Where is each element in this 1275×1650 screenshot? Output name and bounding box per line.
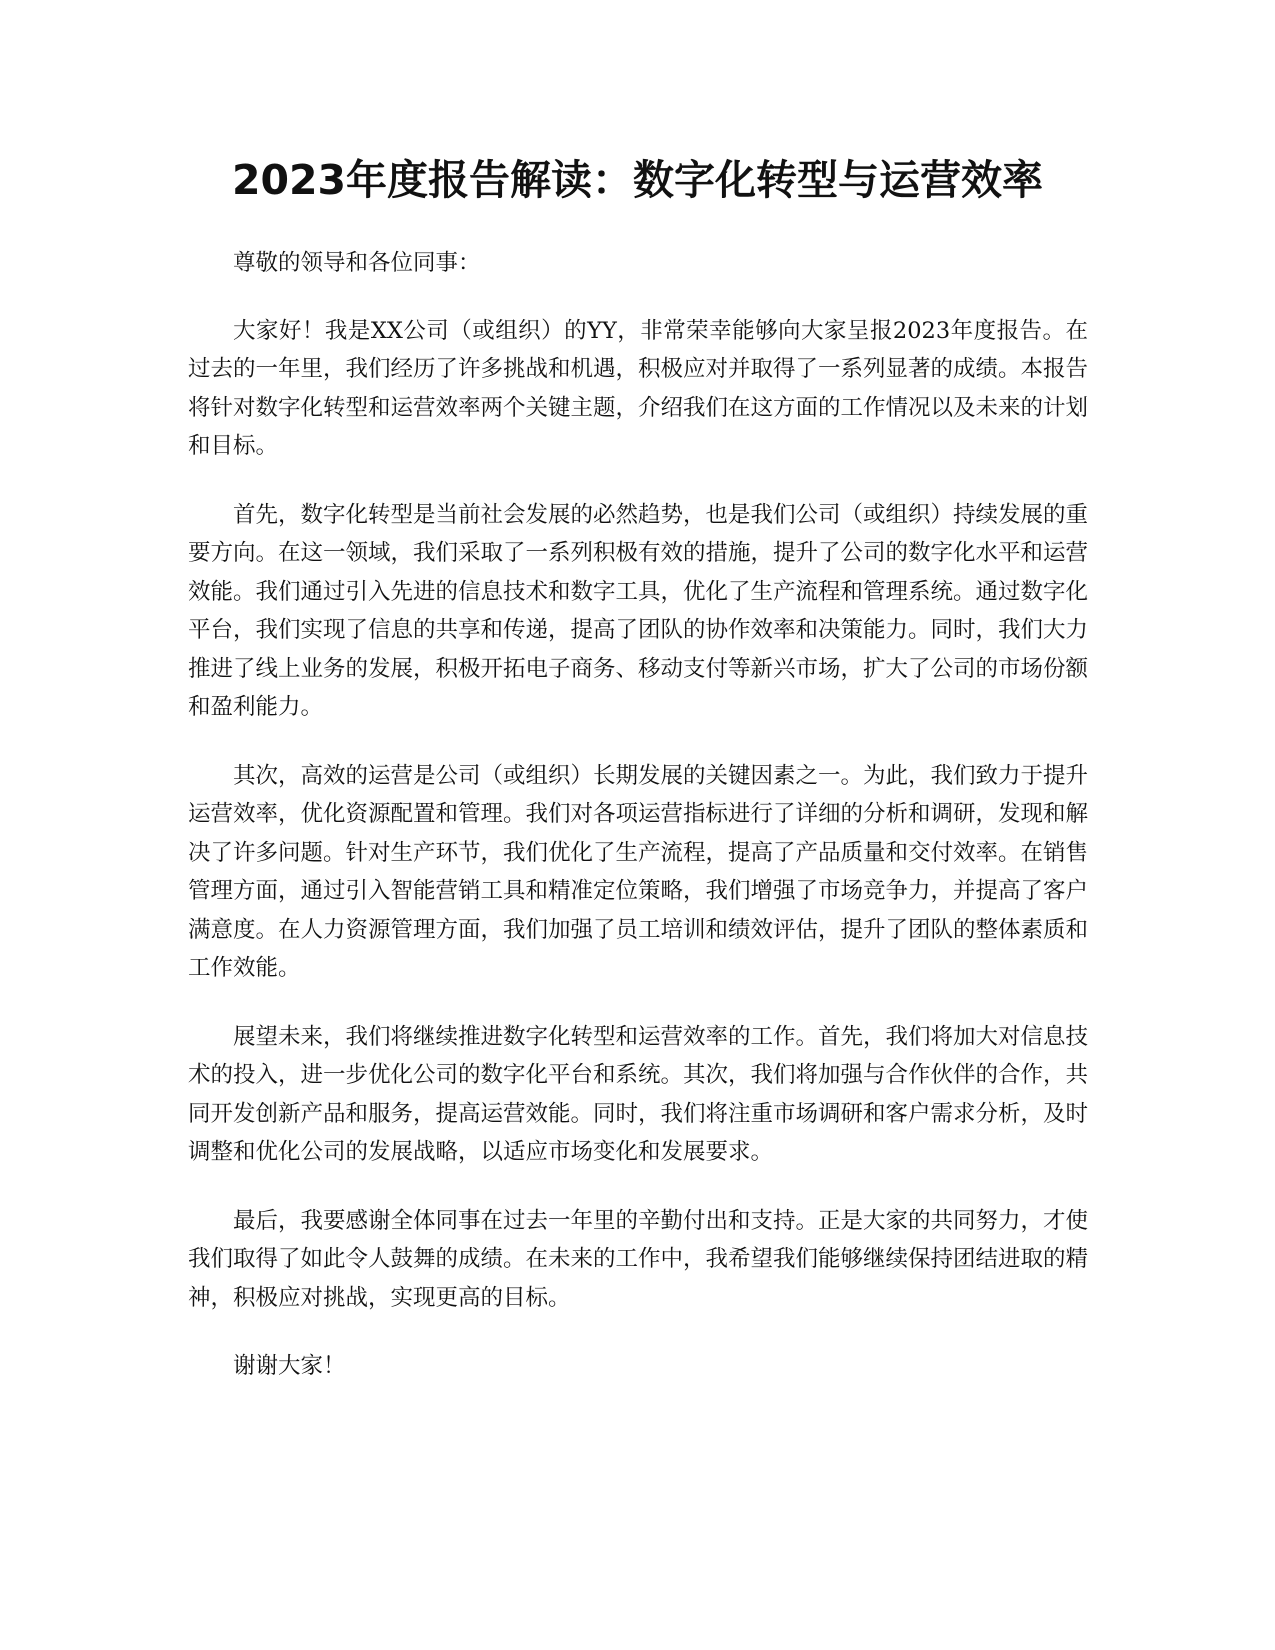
salutation-paragraph: 尊敬的领导和各位同事： bbox=[233, 250, 481, 276]
document-body bbox=[188, 244, 1088, 1416]
operational-efficiency-paragraph: 其次，高效的运营是公司（或组织）长期发展的关键因素之一。为此，我们致力于提升运营效率，优化资源配置和管理。我们对各项运营指标进行了详细的分析和调研，发现和解决了许多问题。针对生产环节，我们优化了生产流程，提高了产品质量和交付效率。在销售管理方面，通过引入智能营销工具和精准定位策略，我们增强了市场竞争力，并提高了客户满意度。在人力资源管理方面，我们加强了员工培训和绩效评估，提升了团队的整体素质和工作效能。 bbox=[188, 762, 1089, 981]
outlook-paragraph: 展望未来，我们将继续推进数字化转型和运营效率的工作。首先，我们将加大对信息技术的投入，进一步优化公司的数字化平台和系统。其次，我们将加强与合作伙伴的合作，共同开发创新产品和服务，提高运营效能。同时，我们将注重市场调研和客户需求分析，及时调整和优化公司的发展战略，以适应市场变化和发展要求。 bbox=[188, 1023, 1089, 1165]
intro-paragraph: 大家好！我是XX公司（或组织）的YY，非常荣幸能够向大家呈报2023年度报告。在过去的一年里，我们经历了许多挑战和机遇，积极应对并取得了一系列显著的成绩。本报告将针对数字化转型和运营效率两个关键主题，介绍我们在这方面的工作情况以及未来的计划和目标。 bbox=[188, 317, 1089, 459]
closing-paragraph: 谢谢大家！ bbox=[233, 1353, 346, 1379]
thanks-paragraph: 最后，我要感谢全体同事在过去一年里的辛勤付出和支持。正是大家的共同努力，才使我们取得了如此令人鼓舞的成绩。在未来的工作中，我希望我们能够继续保持团结进取的精神，积极应对挑战，实现更高的目标。 bbox=[188, 1207, 1089, 1311]
document-title: 2023年度报告解读：数字化转型与运营效率 bbox=[231, 156, 1044, 204]
digital-transformation-paragraph: 首先，数字化转型是当前社会发展的必然趋势，也是我们公司（或组织）持续发展的重要方向。在这一领域，我们采取了一系列积极有效的措施，提升了公司的数字化水平和运营效能。我们通过引入先进的信息技术和数字工具，优化了生产流程和管理系统。通过数字化平台，我们实现了信息的共享和传递，提高了团队的协作效率和决策能力。同时，我们大力推进了线上业务的发展，积极开拓电子商务、移动支付等新兴市场，扩大了公司的市场份额和盈利能力。 bbox=[188, 501, 1089, 720]
